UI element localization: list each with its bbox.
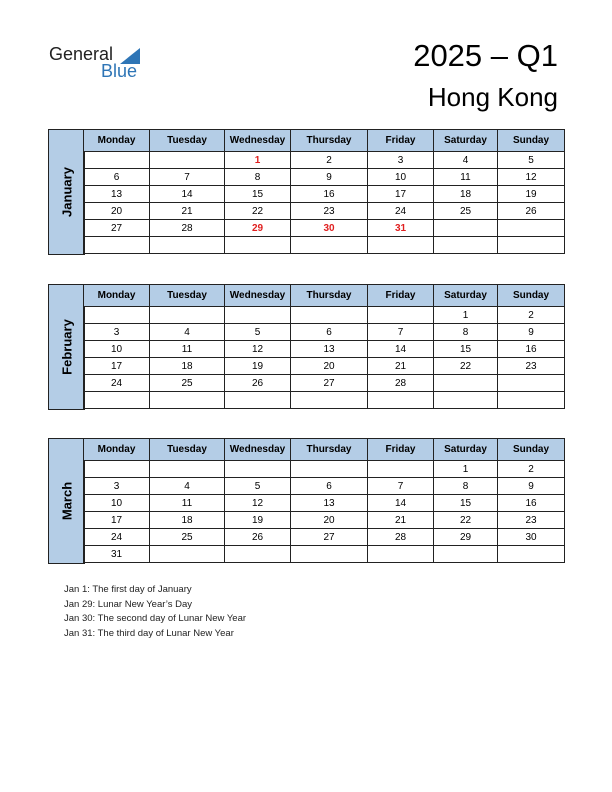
month-block-january — [48, 129, 564, 255]
empty-day-cell — [498, 546, 565, 563]
day-cell: 13 — [84, 186, 150, 203]
weekday-header: Monday — [84, 439, 150, 461]
empty-day-cell — [150, 237, 225, 254]
day-cell: 15 — [434, 495, 498, 512]
day-cell: 18 — [150, 512, 225, 529]
weekday-header: Thursday — [291, 439, 368, 461]
weekday-header: Friday — [368, 285, 434, 307]
weekday-header: Wednesday — [225, 130, 291, 152]
day-cell: 10 — [368, 169, 434, 186]
month-label-cell — [48, 129, 85, 255]
empty-day-cell — [225, 307, 291, 324]
day-cell: 1 — [434, 461, 498, 478]
day-cell: 23 — [498, 358, 565, 375]
week-row — [84, 237, 565, 254]
day-cell: 6 — [291, 324, 368, 341]
week-row — [84, 375, 565, 392]
day-cell: 26 — [498, 203, 565, 220]
day-cell: 18 — [150, 358, 225, 375]
day-cell: 17 — [84, 358, 150, 375]
empty-day-cell — [368, 307, 434, 324]
day-cell: 12 — [498, 169, 565, 186]
day-cell: 24 — [368, 203, 434, 220]
day-cell: 15 — [434, 341, 498, 358]
day-cell: 4 — [150, 324, 225, 341]
day-cell: 19 — [498, 186, 565, 203]
day-cell: 5 — [225, 478, 291, 495]
day-cell: 12 — [225, 341, 291, 358]
day-cell: 11 — [150, 495, 225, 512]
day-cell: 6 — [291, 478, 368, 495]
holiday-note: Jan 29: Lunar New Year’s Day — [64, 598, 192, 610]
empty-day-cell — [291, 307, 368, 324]
day-cell: 29 — [434, 529, 498, 546]
generalblue-logo — [49, 44, 159, 84]
day-cell: 7 — [368, 478, 434, 495]
day-cell: 19 — [225, 358, 291, 375]
weekday-header-row — [84, 285, 565, 307]
weekday-header: Sunday — [498, 439, 565, 461]
empty-day-cell — [84, 307, 150, 324]
day-cell: 24 — [84, 529, 150, 546]
day-cell: 25 — [434, 203, 498, 220]
empty-day-cell — [498, 237, 565, 254]
week-row — [84, 512, 565, 529]
holiday-note: Jan 1: The first day of January — [64, 584, 192, 595]
weekday-header: Sunday — [498, 285, 565, 307]
day-cell: 17 — [84, 512, 150, 529]
month-block-february — [48, 284, 564, 410]
day-cell: 21 — [368, 358, 434, 375]
week-row — [84, 169, 565, 186]
week-row — [84, 186, 565, 203]
empty-day-cell — [291, 392, 368, 409]
day-cell: 14 — [150, 186, 225, 203]
day-cell: 11 — [150, 341, 225, 358]
day-cell: 20 — [84, 203, 150, 220]
empty-day-cell — [434, 220, 498, 237]
weekday-header: Tuesday — [150, 130, 225, 152]
day-cell: 14 — [368, 495, 434, 512]
empty-day-cell — [434, 546, 498, 563]
empty-day-cell — [368, 237, 434, 254]
empty-day-cell — [434, 237, 498, 254]
week-row — [84, 341, 565, 358]
month-name: February — [59, 319, 74, 375]
weekday-header: Wednesday — [225, 439, 291, 461]
day-cell: 11 — [434, 169, 498, 186]
day-cell: 3 — [84, 324, 150, 341]
month-label-cell — [48, 438, 85, 564]
day-cell: 27 — [291, 529, 368, 546]
week-row — [84, 152, 565, 169]
day-cell: 13 — [291, 341, 368, 358]
day-cell: 10 — [84, 341, 150, 358]
day-cell: 25 — [150, 529, 225, 546]
day-cell: 15 — [225, 186, 291, 203]
page-subtitle: Hong Kong — [427, 82, 558, 112]
empty-day-cell — [434, 392, 498, 409]
week-row — [84, 529, 565, 546]
day-cell: 2 — [291, 152, 368, 169]
page-title: 2025 – Q1 — [413, 38, 558, 73]
holiday-notes — [64, 583, 246, 641]
empty-day-cell — [84, 237, 150, 254]
day-cell: 10 — [84, 495, 150, 512]
day-cell: 22 — [225, 203, 291, 220]
day-cell: 16 — [498, 495, 565, 512]
day-cell: 31 — [368, 220, 434, 237]
logo-text-general: General — [49, 44, 114, 64]
week-row — [84, 203, 565, 220]
day-cell: 3 — [368, 152, 434, 169]
day-cell: 6 — [84, 169, 150, 186]
day-cell: 23 — [291, 203, 368, 220]
day-cell: 3 — [84, 478, 150, 495]
day-cell: 25 — [150, 375, 225, 392]
weekday-header: Friday — [368, 439, 434, 461]
day-cell: 30 — [291, 220, 368, 237]
weekday-header: Tuesday — [150, 285, 225, 307]
day-cell: 22 — [434, 358, 498, 375]
weekday-header: Saturday — [434, 439, 498, 461]
empty-day-cell — [150, 461, 225, 478]
week-row — [84, 220, 565, 237]
empty-day-cell — [150, 307, 225, 324]
holiday-note: Jan 31: The third day of Lunar New Year — [64, 627, 234, 639]
empty-day-cell — [434, 375, 498, 392]
day-cell: 28 — [368, 375, 434, 392]
weekday-header: Thursday — [291, 285, 368, 307]
month-table — [83, 129, 565, 254]
day-cell: 8 — [434, 324, 498, 341]
day-cell: 14 — [368, 341, 434, 358]
day-cell: 30 — [498, 529, 565, 546]
week-row — [84, 495, 565, 512]
day-cell: 18 — [434, 186, 498, 203]
empty-day-cell — [225, 392, 291, 409]
day-cell: 23 — [498, 512, 565, 529]
empty-day-cell — [291, 461, 368, 478]
week-row — [84, 392, 565, 409]
day-cell: 31 — [84, 546, 150, 563]
weekday-header: Tuesday — [150, 439, 225, 461]
weekday-header: Friday — [368, 130, 434, 152]
week-row — [84, 307, 565, 324]
empty-day-cell — [225, 461, 291, 478]
day-cell: 5 — [498, 152, 565, 169]
day-cell: 12 — [225, 495, 291, 512]
day-cell: 5 — [225, 324, 291, 341]
day-cell: 16 — [291, 186, 368, 203]
week-row — [84, 478, 565, 495]
day-cell: 29 — [225, 220, 291, 237]
day-cell: 21 — [150, 203, 225, 220]
day-cell: 16 — [498, 341, 565, 358]
weekday-header: Saturday — [434, 285, 498, 307]
day-cell: 9 — [498, 478, 565, 495]
weekday-header: Monday — [84, 130, 150, 152]
month-table — [83, 438, 565, 563]
weekday-header: Wednesday — [225, 285, 291, 307]
empty-day-cell — [225, 237, 291, 254]
day-cell: 9 — [291, 169, 368, 186]
weekday-header: Monday — [84, 285, 150, 307]
empty-day-cell — [150, 152, 225, 169]
weekday-header: Saturday — [434, 130, 498, 152]
empty-day-cell — [84, 461, 150, 478]
empty-day-cell — [291, 237, 368, 254]
day-cell: 20 — [291, 512, 368, 529]
day-cell: 4 — [150, 478, 225, 495]
day-cell: 26 — [225, 375, 291, 392]
day-cell: 9 — [498, 324, 565, 341]
empty-day-cell — [225, 546, 291, 563]
empty-day-cell — [498, 375, 565, 392]
weekday-header-row — [84, 439, 565, 461]
day-cell: 2 — [498, 461, 565, 478]
day-cell: 28 — [150, 220, 225, 237]
weekday-header-row — [84, 130, 565, 152]
day-cell: 24 — [84, 375, 150, 392]
empty-day-cell — [291, 546, 368, 563]
day-cell: 4 — [434, 152, 498, 169]
weekday-header: Sunday — [498, 130, 565, 152]
empty-day-cell — [368, 546, 434, 563]
week-row — [84, 324, 565, 341]
weekday-header: Thursday — [291, 130, 368, 152]
week-row — [84, 358, 565, 375]
day-cell: 1 — [434, 307, 498, 324]
week-row — [84, 546, 565, 563]
day-cell: 1 — [225, 152, 291, 169]
week-row — [84, 461, 565, 478]
day-cell: 21 — [368, 512, 434, 529]
empty-day-cell — [498, 392, 565, 409]
empty-day-cell — [368, 392, 434, 409]
month-table — [83, 284, 565, 409]
day-cell: 13 — [291, 495, 368, 512]
holiday-note: Jan 30: The second day of Lunar New Year — [64, 613, 247, 625]
empty-day-cell — [368, 461, 434, 478]
day-cell: 26 — [225, 529, 291, 546]
day-cell: 8 — [225, 169, 291, 186]
empty-day-cell — [84, 152, 150, 169]
day-cell: 27 — [291, 375, 368, 392]
empty-day-cell — [84, 392, 150, 409]
day-cell: 7 — [368, 324, 434, 341]
month-name: January — [59, 167, 74, 217]
day-cell: 19 — [225, 512, 291, 529]
empty-day-cell — [150, 546, 225, 563]
month-block-march — [48, 438, 564, 564]
month-label-cell — [48, 284, 85, 410]
day-cell: 27 — [84, 220, 150, 237]
day-cell: 7 — [150, 169, 225, 186]
day-cell: 2 — [498, 307, 565, 324]
day-cell: 8 — [434, 478, 498, 495]
logo-text-blue: Blue — [101, 61, 138, 81]
month-name: March — [59, 481, 74, 521]
empty-day-cell — [150, 392, 225, 409]
day-cell: 17 — [368, 186, 434, 203]
day-cell: 20 — [291, 358, 368, 375]
day-cell: 28 — [368, 529, 434, 546]
empty-day-cell — [498, 220, 565, 237]
day-cell: 22 — [434, 512, 498, 529]
